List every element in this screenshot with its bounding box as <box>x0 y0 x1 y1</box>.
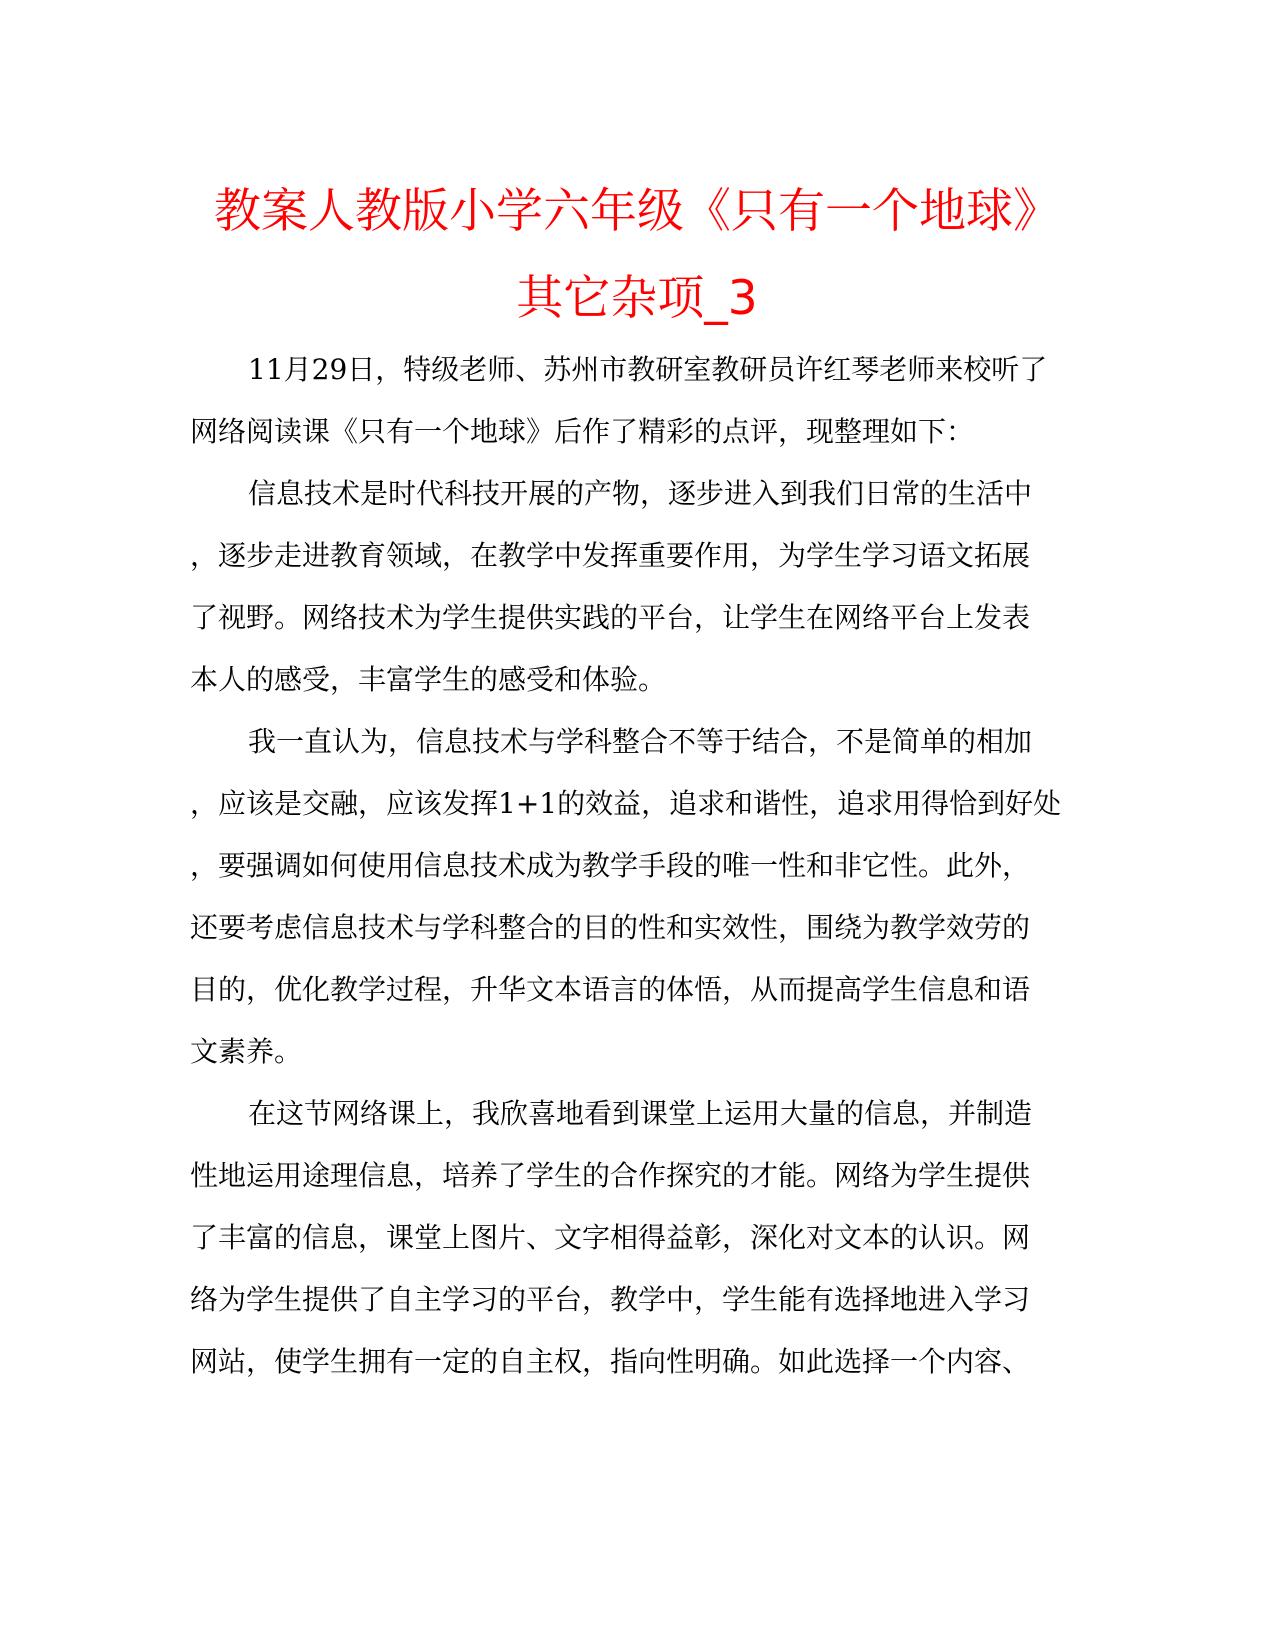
paragraph-3-line-6: 文素养。 <box>190 1035 303 1068</box>
paragraph-3-line-2: ，应该是交融，应该发挥1+1的效益，追求和谐性，追求用得恰到好处 <box>190 787 1062 820</box>
paragraph-3-line-5: 目的，优化教学过程，升华文本语言的体悟，从而提高学生信息和语 <box>190 973 1031 1006</box>
paragraph-4-line-3: 了丰富的信息，课堂上图片、文字相得益彰，深化对文本的认识。网 <box>190 1221 1031 1254</box>
paragraph-3-line-1: 我一直认为，信息技术与学科整合不等于结合，不是简单的相加 <box>248 725 1033 758</box>
document-title-line-1: 教案人教版小学六年级《只有一个地球》 <box>214 184 1060 239</box>
paragraph-4-line-5: 网站，使学生拥有一定的自主权，指向性明确。如此选择一个内容、 <box>190 1345 1031 1378</box>
paragraph-3-line-3: ，要强调如何使用信息技术成为教学手段的唯一性和非它性。此外， <box>190 849 1031 882</box>
paragraph-2-line-2: ，逐步走进教育领域，在教学中发挥重要作用，为学生学习语文拓展 <box>190 539 1031 572</box>
paragraph-2-line-3: 了视野。网络技术为学生提供实践的平台，让学生在网络平台上发表 <box>190 601 1031 634</box>
paragraph-2-line-1: 信息技术是时代科技开展的产物，逐步进入到我们日常的生活中 <box>248 477 1033 510</box>
document-title-line-2: 其它杂项_3 <box>516 271 758 326</box>
paragraph-4-line-1: 在这节网络课上，我欣喜地看到课堂上运用大量的信息，并制造 <box>248 1097 1033 1130</box>
paragraph-2-line-4: 本人的感受，丰富学生的感受和体验。 <box>190 663 667 696</box>
paragraph-1-line-2: 网络阅读课《只有一个地球》后作了精彩的点评，现整理如下： <box>190 415 975 448</box>
paragraph-4-line-4: 络为学生提供了自主学习的平台，教学中，学生能有选择地进入学习 <box>190 1283 1031 1316</box>
paragraph-1-line-1: 11月29日，特级老师、苏州市教研室教研员许红琴老师来校听了 <box>248 353 1048 386</box>
paragraph-3-line-4: 还要考虑信息技术与学科整合的目的性和实效性，围绕为教学效劳的 <box>190 911 1031 944</box>
paragraph-4-line-2: 性地运用途理信息，培养了学生的合作探究的才能。网络为学生提供 <box>190 1159 1031 1192</box>
